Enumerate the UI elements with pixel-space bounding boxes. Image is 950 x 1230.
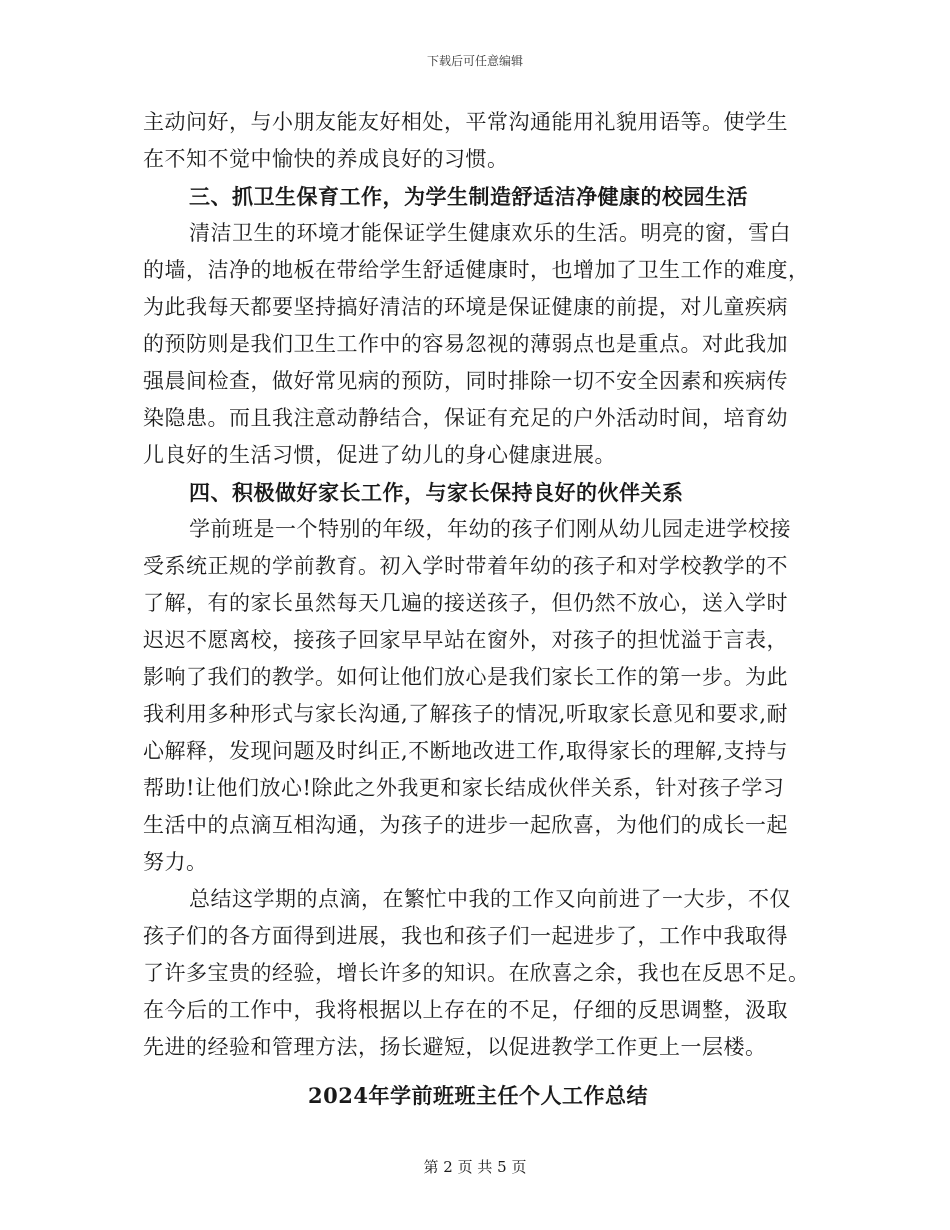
body-text-line: 染隐患。而且我注意动静结合，保证有充足的户外活动时间，培育幼 (143, 406, 788, 430)
body-text-line: 在不知不觉中愉快的养成良好的习惯。 (143, 147, 509, 171)
body-text-line: 的预防则是我们卫生工作中的容易忽视的薄弱点也是重点。对此我加 (143, 332, 788, 356)
body-text-line: 心解释，发现问题及时纠正,不断地改进工作,取得家长的理解,支持与 (143, 739, 789, 763)
body-text-line: 的墙，洁净的地板在带给学生舒适健康时，也增加了卫生工作的难度， (143, 258, 810, 282)
section-heading: 三、抓卫生保育工作，为学生制造舒适洁净健康的校园生活 (189, 184, 748, 209)
paragraph-first-line: 学前班是一个特别的年级，年幼的孩子们刚从幼儿园走进学校接 (189, 517, 791, 541)
body-text-line: 迟迟不愿离校，接孩子回家早早站在窗外，对孩子的担忧溢于言表， (143, 628, 788, 652)
body-text-line: 生活中的点滴互相沟通，为孩子的进步一起欣喜，为他们的成长一起 (143, 813, 788, 837)
body-text-line: 先进的经验和管理方法，扬长避短，以促进教学工作更上一层楼。 (143, 1035, 767, 1059)
document-body (143, 104, 813, 1126)
paragraph-first-line: 总结这学期的点滴，在繁忙中我的工作又向前进了一大步，不仅 (189, 887, 791, 911)
page-number: 第 2 页 共 5 页 (423, 1158, 527, 1176)
page-header-note: 下载后可任意编辑 (426, 54, 523, 68)
body-text-line: 了解，有的家长虽然每天几遍的接送孩子，但仍然不放心，送入学时 (143, 591, 788, 615)
body-text-line: 为此我每天都要坚持搞好清洁的环境是保证健康的前提，对儿童疾病 (143, 295, 788, 319)
body-text-line: 帮助!让他们放心!除此之外我更和家长结成伙伴关系，针对孩子学习 (143, 776, 785, 800)
body-text-line: 在今后的工作中，我将根据以上存在的不足，仔细的反思调整，汲取 (143, 998, 788, 1022)
paragraph-first-line: 清洁卫生的环境才能保证学生健康欢乐的生活。明亮的窗，雪白 (189, 221, 791, 245)
body-text-line: 我利用多种形式与家长沟通,了解孩子的情况,听取家长意见和要求,耐 (143, 702, 789, 726)
body-text-line: 强晨间检查，做好常见病的预防，同时排除一切不安全因素和疾病传 (143, 369, 788, 393)
body-text-line: 影响了我们的教学。如何让他们放心是我们家长工作的第一步。为此 (143, 665, 788, 689)
body-text-line: 了许多宝贵的经验，增长许多的知识。在欣喜之余，我也在反思不足。 (143, 961, 810, 985)
body-text-line: 儿良好的生活习惯，促进了幼儿的身心健康进展。 (143, 443, 616, 467)
body-text-line: 受系统正规的学前教育。初入学时带着年幼的孩子和对学校教学的不 (143, 554, 788, 578)
body-text-line: 孩子们的各方面得到进展，我也和孩子们一起进步了，工作中我取得 (143, 924, 788, 948)
body-text-line: 努力。 (143, 850, 208, 874)
document-title: 2024年学前班班主任个人工作总结 (308, 1083, 648, 1108)
section-heading: 四、积极做好家长工作，与家长保持良好的伙伴关系 (189, 480, 684, 505)
body-text-line: 主动问好，与小朋友能友好相处，平常沟通能用礼貌用语等。使学生 (143, 110, 788, 134)
